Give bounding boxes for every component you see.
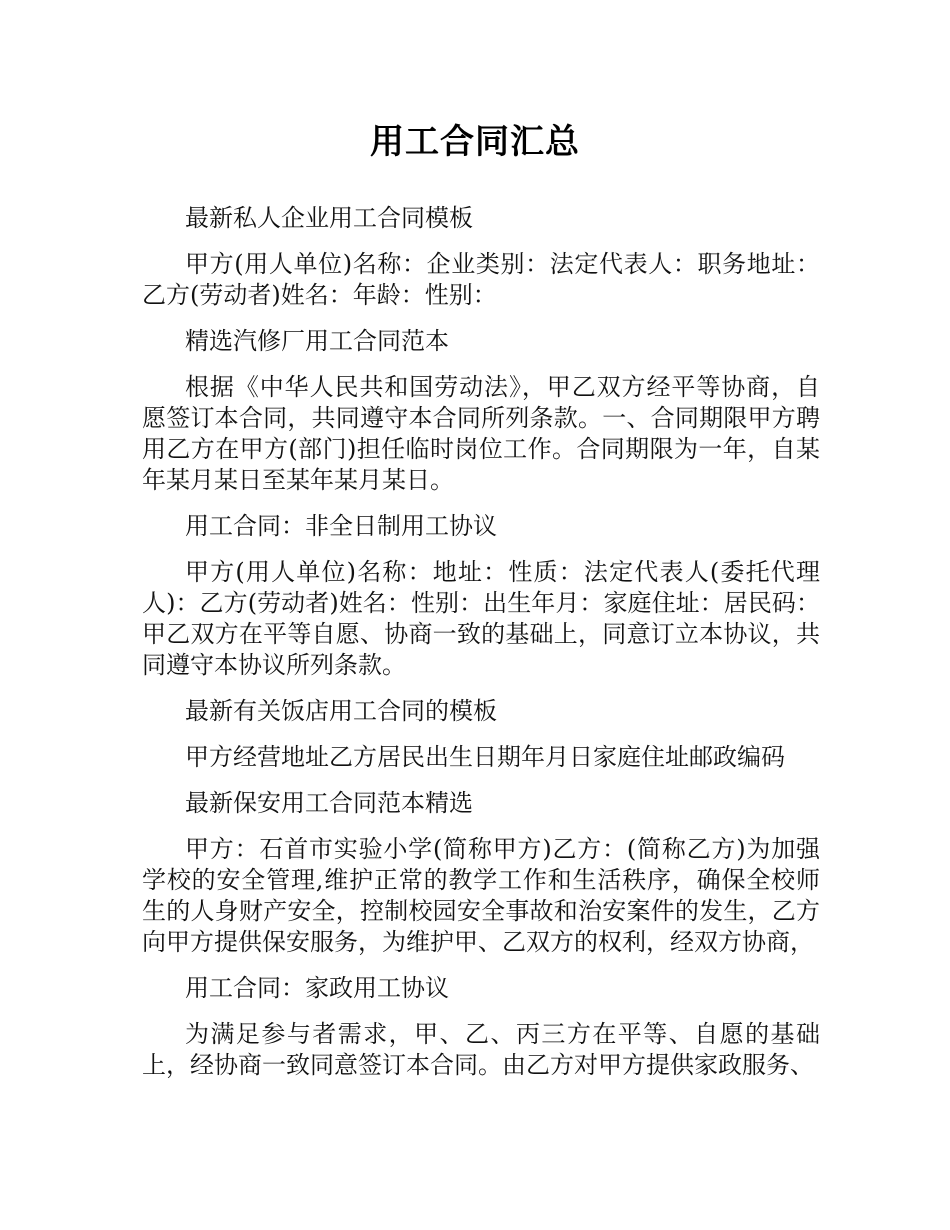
paragraph-heading: 用工合同：家政用工协议 [185,974,449,1002]
paragraph-heading: 最新有关饭店用工合同的模板 [185,697,497,725]
document-body [142,203,820,1096]
paragraph: 为满足参与者需求，甲、乙、丙三方在平等、自愿的基础上，经协商一致同意签订本合同。由乙方对甲方提供家政服务、 [142,1020,820,1079]
document-title: 用工合同汇总 [370,122,580,162]
paragraph: 甲方(用人单位)名称：地址：性质：法定代表人(委托代理人)：乙方(劳动者)姓名：性别：出生年月：家庭住址：居民码：甲乙双方在平等自愿、协商一致的基础上，同意订立本协议，共同遵守本协议所列条款。 [142,558,820,679]
paragraph: 甲方(用人单位)名称：企业类别：法定代表人：职务地址：乙方(劳动者)姓名：年龄：性别： [142,250,820,309]
paragraph: 甲方经营地址乙方居民出生日期年月日家庭住址邮政编码 [185,743,785,771]
paragraph-heading: 用工合同：非全日制用工协议 [185,512,497,540]
paragraph: 根据《中华人民共和国劳动法》，甲乙双方经平等协商，自愿签订本合同，共同遵守本合同所列条款。一、合同期限甲方聘用乙方在甲方(部门)担任临时岗位工作。合同期限为一年，自某年某月某日至某年某月某日。 [142,373,820,494]
paragraph-heading: 最新私人企业用工合同模板 [185,204,473,232]
paragraph-heading: 精选汽修厂用工合同范本 [185,327,449,355]
paragraph: 甲方：石首市实验小学(简称甲方)乙方：(简称乙方)为加强学校的安全管理,维护正常的教学工作和生活秩序，确保全校师生的人身财产安全，控制校园安全事故和治安案件的发生，乙方向甲方提供保安服务，为维护甲、乙双方的权利，经双方协商， [142,835,820,956]
paragraph-heading: 最新保安用工合同范本精选 [185,789,473,817]
